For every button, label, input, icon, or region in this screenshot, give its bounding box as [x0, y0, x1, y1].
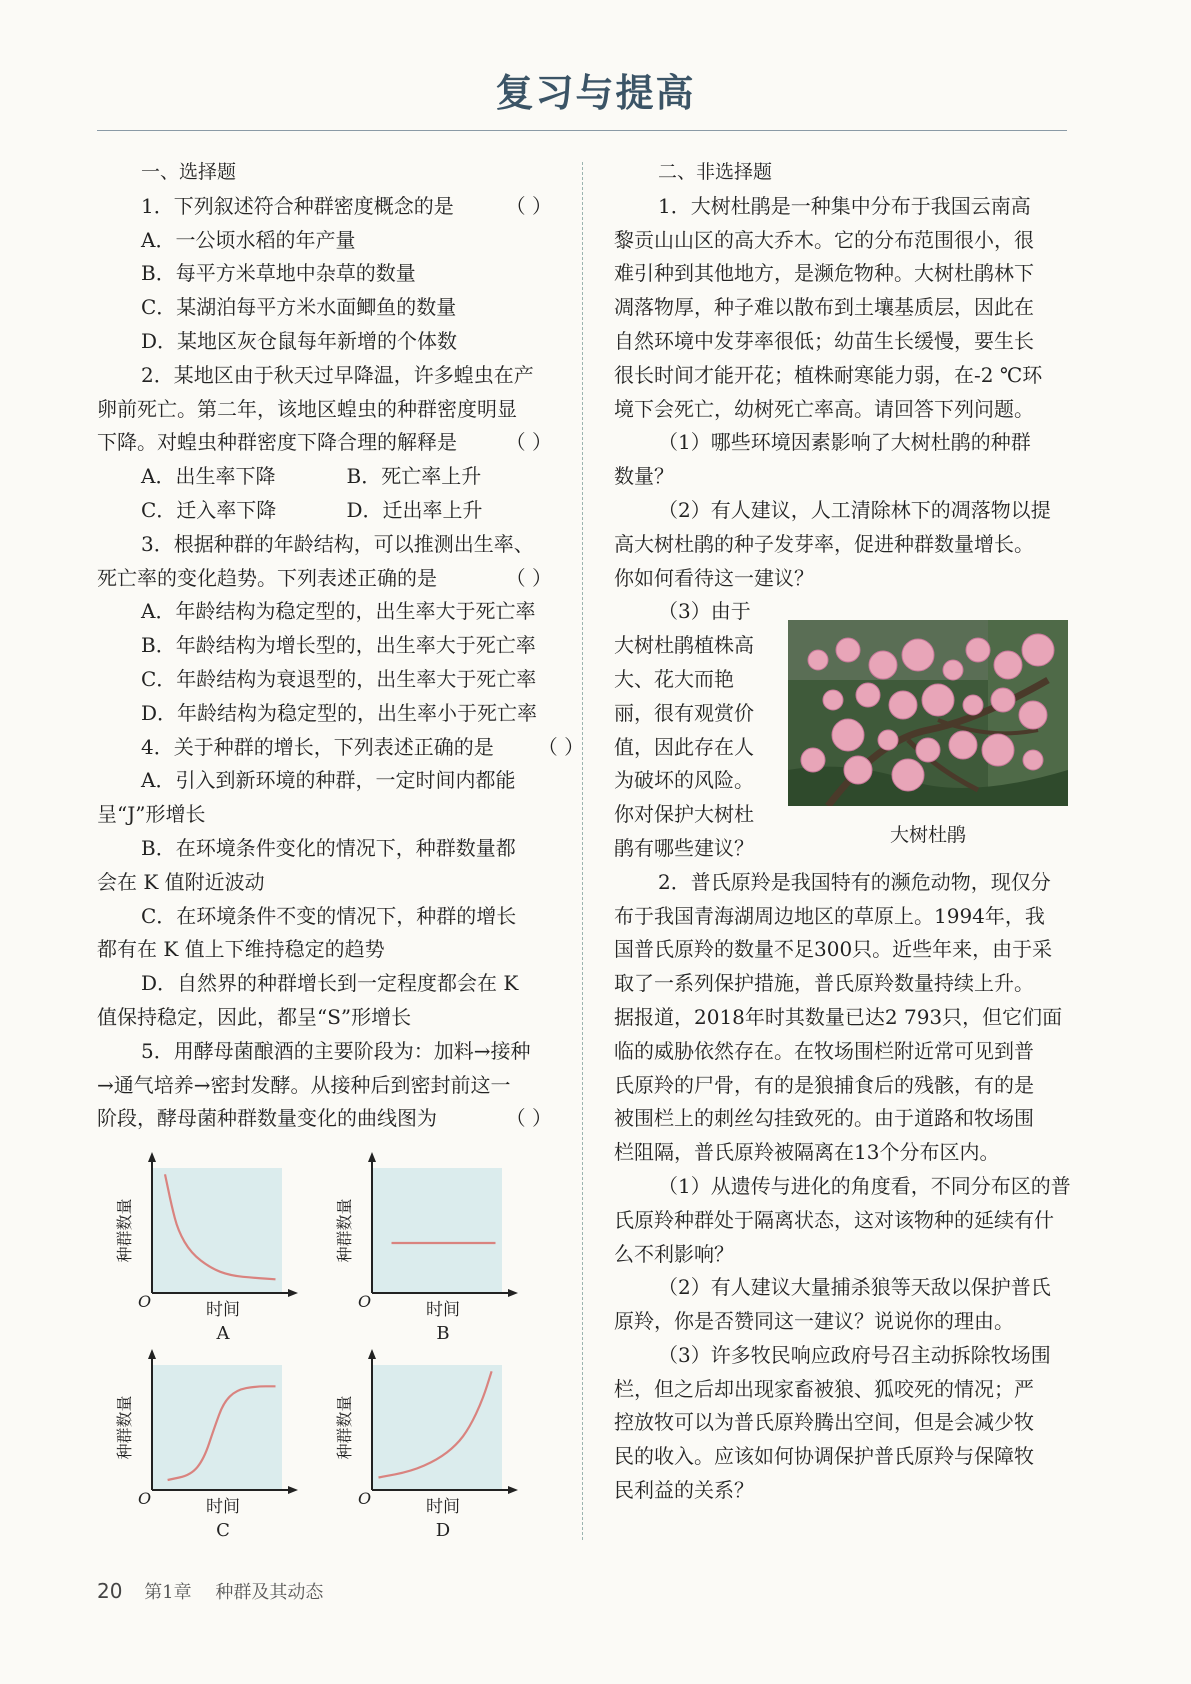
flower-cluster: [801, 748, 825, 772]
flower-cluster: [949, 731, 977, 759]
q2-option-b: B．死亡率上升: [346, 464, 482, 489]
q1-option-b: B．每平方米草地中杂草的数量: [141, 261, 416, 286]
q4-option-c: C．在环境条件不变的情况下，种群的增长: [141, 903, 517, 928]
chart-c-panel-label: C: [216, 1520, 230, 1541]
q3-option-a: A．年龄结构为稳定型的，出生率大于死亡率: [141, 599, 536, 624]
q4-option-b-cont: 会在 K 值附近波动: [97, 869, 265, 894]
photo-caption: 大树杜鹃: [889, 824, 966, 846]
q5-line: 5．用酵母菌酿酒的主要阶段为：加料→接种: [141, 1038, 531, 1063]
q4-option-c-cont: 都有在 K 值上下维持稳定的趋势: [97, 937, 385, 962]
p2-line: 被围栏上的刺丝勾挂致死的。由于道路和牧场围: [614, 1106, 1034, 1131]
flower-cluster: [991, 688, 1015, 712]
chart-d-plot-area: [372, 1365, 502, 1490]
chart-b-y-label: 种群数量: [335, 1198, 354, 1263]
chapter-number: 第1章: [144, 1582, 192, 1603]
p1-q2-line: （2）有人建议，人工清除林下的凋落物以提: [658, 497, 1051, 522]
p2-q1-line: （1）从遗传与进化的角度看，不同分布区的普: [658, 1173, 1071, 1198]
p2-q3-line: 民的收入。应该如何协调保护普氏原羚与保障牧: [614, 1444, 1034, 1469]
chart-c-origin-label: O: [138, 1489, 152, 1508]
chart-b-origin-label: O: [358, 1292, 372, 1311]
q3-line: 死亡率的变化趋势。下列表述正确的是 （ ）: [97, 565, 552, 590]
chart-a-x-label: 时间: [206, 1300, 240, 1320]
flower-cluster: [1023, 750, 1043, 770]
p2-line: 栏阻隔，普氏原羚被隔离在13个分布区内。: [614, 1140, 1000, 1165]
p1-q3-line: 大树杜鹃植株高: [614, 633, 754, 658]
flower-cluster: [943, 660, 963, 680]
q3-line: 3．根据种群的年龄结构，可以推测出生率、: [141, 531, 534, 556]
q1-stem: 1．下列叙述符合种群密度概念的是 （ ）: [141, 193, 552, 218]
p1-line: 黎贡山山区的高大乔木。它的分布范围很小，很: [614, 227, 1034, 252]
chart-a-origin-label: O: [138, 1292, 152, 1311]
p1-q3-line: 鹃有哪些建议？: [614, 835, 754, 860]
p1-q2-line: 高大树杜鹃的种子发芽率，促进种群数量增长。: [614, 531, 1034, 556]
flower-cluster: [966, 638, 990, 662]
p2-line: 临的威胁依然存在。在牧场围栏附近常可见到普: [614, 1038, 1034, 1063]
p2-line: 2．普氏原羚是我国特有的濒危动物，现仅分: [658, 869, 1051, 894]
chart-c-y-label: 种群数量: [115, 1395, 134, 1460]
flower-cluster: [836, 638, 860, 662]
p2-q1-line: 么不利影响？: [614, 1241, 734, 1266]
chapter-title: 种群及其动态: [215, 1582, 324, 1603]
p2-q3-line: 控放牧可以为普氏原羚腾出空间，但是会减少牧: [614, 1410, 1034, 1435]
p1-q3-line: （3）由于: [658, 599, 751, 624]
chart-a-y-label: 种群数量: [115, 1198, 134, 1263]
p2-q3-line: （3）许多牧民响应政府号召主动拆除牧场围: [658, 1342, 1051, 1367]
chart-b-x-arrow: [508, 1289, 518, 1297]
q5-chart-grid: [97, 1148, 567, 1548]
p1-q3-line: 值，因此存在人: [614, 734, 754, 759]
q3-option-d: D．年龄结构为稳定型的，出生率小于死亡率: [141, 700, 538, 725]
p2-q2-line: 原羚，你是否赞同这一建议？说说你的理由。: [614, 1309, 1014, 1334]
page-number: 20: [97, 1579, 123, 1603]
chart-d-x-arrow: [508, 1486, 518, 1494]
chart-d-x-label: 时间: [426, 1497, 460, 1517]
chart-d-origin-label: O: [358, 1489, 372, 1508]
flower-cluster: [844, 756, 872, 784]
chart-c-y-arrow: [148, 1349, 156, 1359]
p1-line: 很长时间才能开花；植株耐寒能力弱，在-2 ℃环: [614, 362, 1043, 387]
flower-cluster: [922, 684, 954, 716]
charts-svg: [97, 1148, 567, 1548]
chart-b-y-arrow: [368, 1152, 376, 1162]
flower-cluster: [889, 691, 917, 719]
q2-options-row: [97, 494, 552, 528]
chart-b-panel-label: B: [436, 1323, 450, 1344]
chart-d-y-arrow: [368, 1349, 376, 1359]
chart-d-y-label: 种群数量: [335, 1395, 354, 1460]
flower-cluster: [823, 690, 843, 710]
q2-option-c: C．迁入率下降: [141, 497, 277, 522]
p1-line: 难引种到其他地方，是濒危物种。大树杜鹃林下: [614, 261, 1034, 286]
p2-q3-line: 栏，但之后却出现家畜被狼、狐咬死的情况；严: [614, 1376, 1034, 1401]
p1-q3-line: 为破坏的风险。: [614, 768, 754, 793]
flower-cluster: [1019, 701, 1047, 729]
chart-c-x-label: 时间: [206, 1497, 240, 1517]
p2-q3-line: 民利益的关系？: [614, 1478, 754, 1503]
section-heading-nonchoice: 二、非选择题: [658, 161, 773, 183]
q1-option-a: A．一公顷水稻的年产量: [141, 227, 356, 252]
rhododendron-illustration: [788, 620, 1068, 806]
p1-q2-line: 你如何看待这一建议？: [614, 565, 814, 590]
p1-line: 凋落物厚，种子难以散布到土壤基质层，因此在: [614, 295, 1034, 320]
p1-q3-line: 丽，很有观赏价: [614, 700, 754, 725]
flower-cluster: [892, 759, 924, 791]
chart-a-panel-label: A: [216, 1323, 230, 1344]
p2-line: 国普氏原羚的数量不足300只。近些年来，由于采: [614, 937, 1053, 962]
p1-q1-line: 数量？: [614, 464, 674, 489]
q4-option-a: A．引入到新环境的种群，一定时间内都能: [141, 768, 516, 793]
p2-line: 取了一系列保护措施，普氏原羚数量持续上升。: [614, 971, 1034, 996]
p2-q2-line: （2）有人建议大量捕杀狼等天敌以保护普氏: [658, 1275, 1051, 1300]
flower-cluster: [963, 695, 983, 715]
q4-stem: 4．关于种群的增长，下列表述正确的是 （ ）: [141, 734, 585, 759]
chart-c-x-arrow: [288, 1486, 298, 1494]
flower-cluster: [878, 730, 898, 750]
q2-option-d: D．迁出率上升: [346, 497, 483, 522]
q3-option-b: B．年龄结构为增长型的，出生率大于死亡率: [141, 633, 536, 658]
p1-q1-line: （1）哪些环境因素影响了大树杜鹃的种群: [658, 430, 1031, 455]
flower-cluster: [994, 651, 1022, 679]
p1-line: 自然环境中发芽率很低；幼苗生长缓慢，要生长: [614, 328, 1034, 353]
q2-line: 卵前死亡。第二年，该地区蝗虫的种群密度明显: [97, 396, 517, 421]
p1-q3-line: 大、花大而艳: [614, 666, 734, 691]
chart-a-x-arrow: [288, 1289, 298, 1297]
flower-cluster: [916, 738, 940, 762]
p1-line: 1．大树杜鹃是一种集中分布于我国云南高: [658, 193, 1031, 218]
flower-cluster: [1022, 634, 1054, 666]
q4-option-d: D．自然界的种群增长到一定程度都会在 K: [141, 971, 519, 996]
q2-line: 2．某地区由于秋天过早降温，许多蝗虫在产: [141, 362, 534, 387]
flower-cluster: [856, 683, 880, 707]
chart-c-plot-area: [152, 1365, 282, 1490]
chart-d-panel-label: D: [435, 1520, 451, 1541]
q3-option-c: C．年龄结构为衰退型的，出生率大于死亡率: [141, 666, 537, 691]
flower-cluster: [808, 650, 828, 670]
q2-option-a: A．出生率下降: [141, 464, 276, 489]
q5-line: →通气培养→密封发酵。从接种后到密封前这一: [97, 1072, 511, 1097]
p2-line: 布于我国青海湖周边地区的草原上。1994年，我: [614, 903, 1045, 928]
p1-q3-line: 你对保护大树杜: [614, 802, 754, 827]
p2-line: 氏原羚的尸骨，有的是狼捕食后的残骸，有的是: [614, 1072, 1034, 1097]
q4-option-b: B．在环境条件变化的情况下，种群数量都: [141, 835, 516, 860]
q5-line: 阶段，酵母菌种群数量变化的曲线图为 （ ）: [97, 1106, 552, 1131]
q4-option-a-cont: 呈“J”形增长: [97, 802, 206, 827]
p1-line: 境下会死亡，幼树死亡率高。请回答下列问题。: [614, 396, 1034, 421]
q4-option-d-cont: 值保持稳定，因此，都呈“S”形增长: [97, 1004, 412, 1029]
chart-b-plot-area: [372, 1168, 502, 1293]
p2-line: 据报道，2018年时其数量已达2 793只，但它们面: [614, 1004, 1063, 1029]
q2-options-row: [97, 460, 552, 494]
q1-option-c: C．某湖泊每平方米水面鲫鱼的数量: [141, 295, 457, 320]
flower-cluster: [902, 639, 934, 671]
page-title: 复习与提高: [495, 71, 696, 115]
flower-cluster: [832, 719, 864, 751]
p2-q1-line: 氏原羚种群处于隔离状态，这对该物种的延续有什: [614, 1207, 1054, 1232]
section-heading-choice: 一、选择题: [141, 161, 237, 183]
chart-a-y-arrow: [148, 1152, 156, 1162]
page-footer: [97, 1578, 323, 1604]
flower-cluster: [869, 651, 897, 679]
rhododendron-photo: [788, 620, 1068, 806]
flower-cluster: [982, 734, 1014, 766]
column-divider: [582, 162, 583, 1540]
left-column: [97, 156, 585, 1136]
chart-a-plot-area: [152, 1168, 282, 1293]
q2-line: 下降。对蝗虫种群密度下降合理的解释是 （ ）: [97, 430, 552, 455]
q1-option-d: D．某地区灰仓鼠每年新增的个体数: [141, 328, 458, 353]
chart-b-x-label: 时间: [426, 1300, 460, 1320]
title-rule: [97, 130, 1067, 131]
